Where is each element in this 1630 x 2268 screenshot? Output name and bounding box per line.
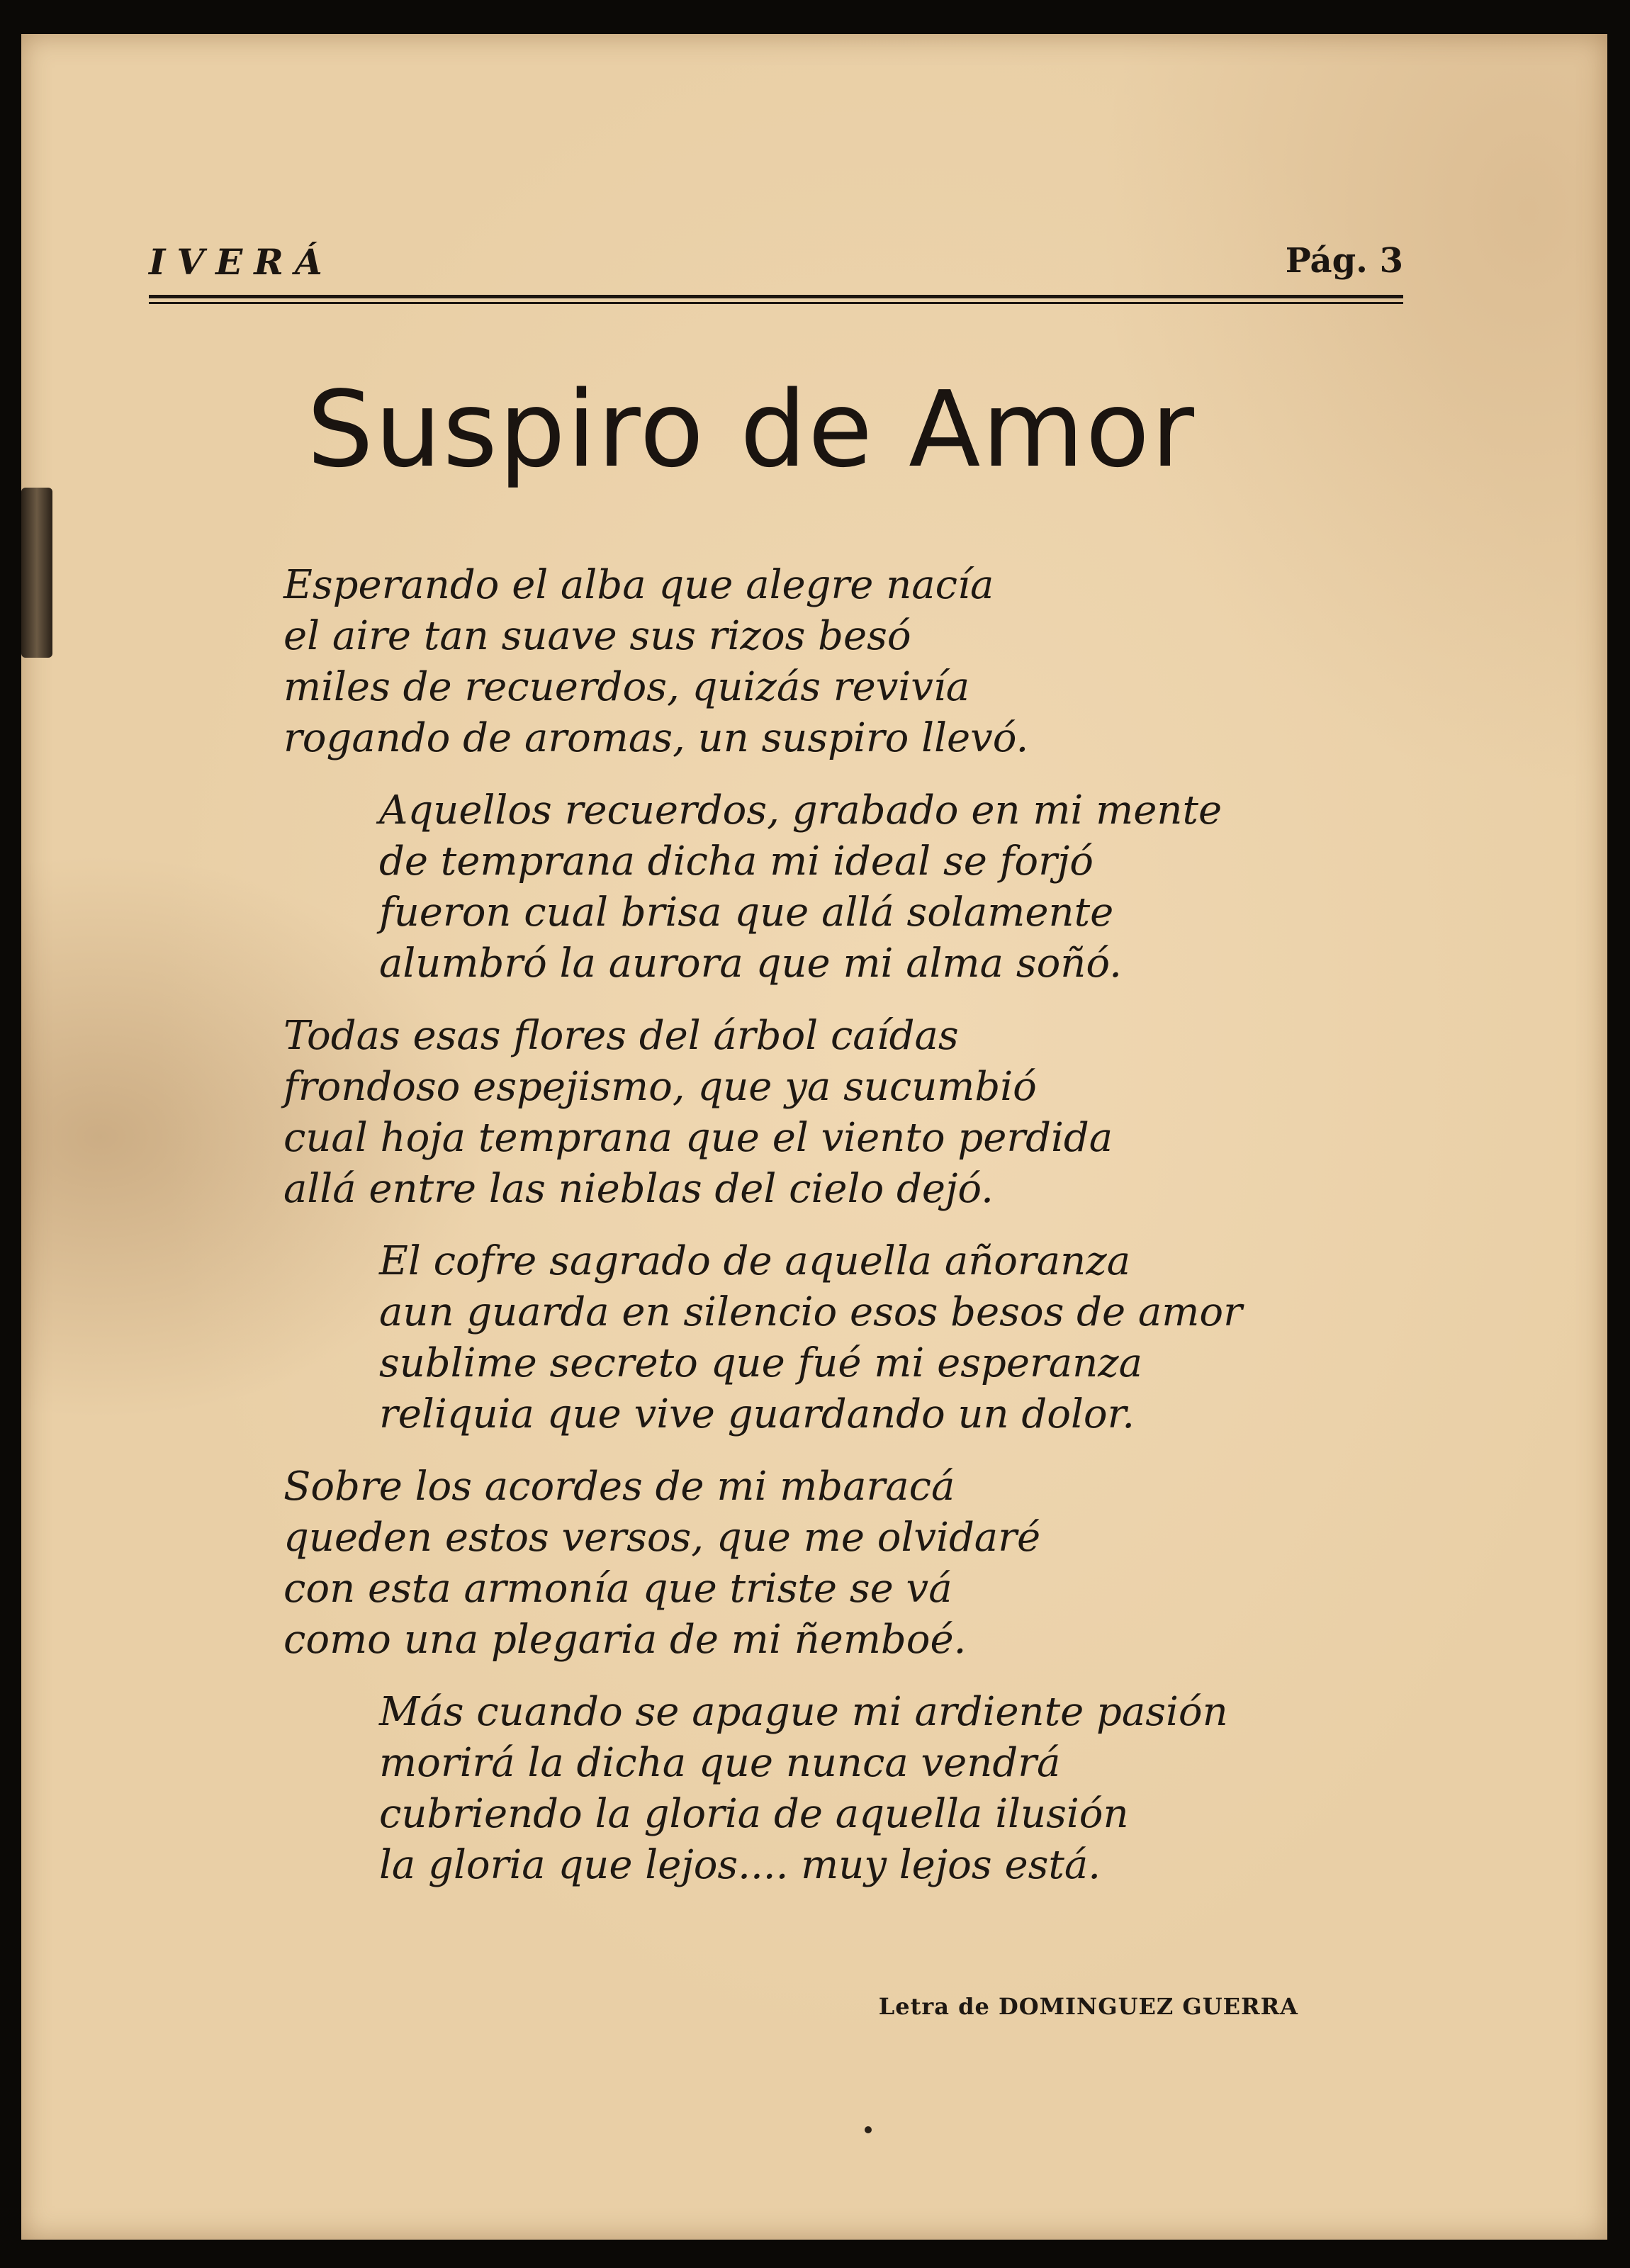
poem-line: queden estos versos, que me olvidaré [283, 1515, 1041, 1561]
poem-line: Esperando el alba que alegre nacía [283, 562, 994, 608]
poem-line: cubriendo la gloria de aquella ilusión [379, 1791, 1129, 1837]
poem-line: con esta armonía que triste se vá [283, 1566, 952, 1612]
poem-line: aun guarda en silencio esos besos de amor [379, 1289, 1242, 1335]
poem-line: alumbró la aurora que mi alma soñó. [379, 941, 1122, 987]
poem-line: el aire tan suave sus rizos besó [283, 613, 911, 659]
printers-mark [865, 2126, 872, 2133]
poem-line: Sobre los acordes de mi mbaracá [283, 1464, 955, 1510]
poem-line: morirá la dicha que nunca vendrá [379, 1740, 1061, 1786]
stanza [283, 1687, 1347, 1891]
poem-line: frondoso espejismo, que ya sucumbió [283, 1064, 1037, 1110]
poem-line: sublime secreto que fué mi esperanza [379, 1340, 1143, 1386]
poem-line: cual hoja temprana que el viento perdida [283, 1115, 1113, 1161]
stanza [283, 560, 1347, 764]
poem-line: reliquia que vive guardando un dolor. [379, 1391, 1135, 1437]
header-rule [149, 302, 1403, 304]
poem-line: fueron cual brisa que allá solamente [379, 889, 1114, 936]
binding-stitch [21, 488, 52, 658]
poem-line: allá entre las nieblas del cielo dejó. [283, 1166, 994, 1212]
poem-line: Aquellos recuerdos, grabado en mi mente [379, 787, 1222, 833]
stanza [283, 1236, 1347, 1440]
poem-line: rogando de aromas, un suspiro llevó. [283, 715, 1029, 761]
page-number: Pág. 3 [1285, 241, 1403, 281]
poem-body [283, 560, 1347, 1912]
stanza [283, 1011, 1347, 1215]
poem-title: Suspiro de Amor [307, 369, 1196, 490]
poem-line: El cofre sagrado de aquella añoranza [379, 1238, 1131, 1284]
header-rule [149, 295, 1403, 298]
poem-line: como una plegaria de mi ñemboé. [283, 1617, 967, 1663]
poem-line: Todas esas flores del árbol caídas [283, 1013, 959, 1059]
stanza [283, 785, 1347, 989]
poem-line: Más cuando se apague mi ardiente pasión [379, 1689, 1228, 1735]
header-publication-name: IVERÁ [149, 241, 334, 283]
stanza [283, 1461, 1347, 1666]
author-credit: Letra de DOMINGUEZ GUERRA [878, 1993, 1298, 2020]
poem-line: miles de recuerdos, quizás revivía [283, 664, 970, 710]
poem-line: la gloria que lejos.... muy lejos está. [379, 1842, 1101, 1888]
running-header [149, 234, 1403, 312]
poem-line: de temprana dicha mi ideal se forjó [379, 838, 1094, 885]
